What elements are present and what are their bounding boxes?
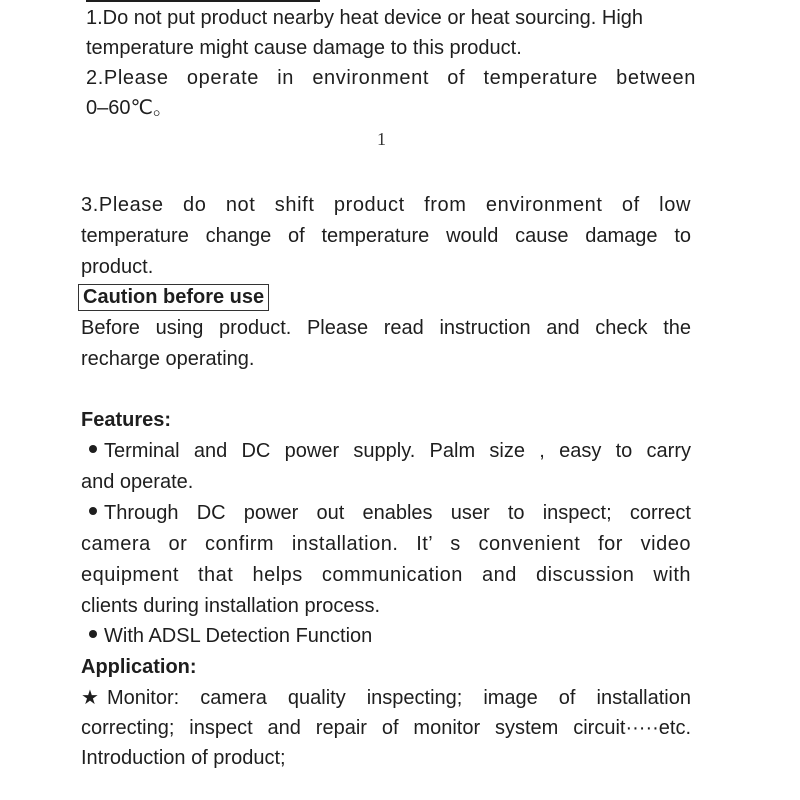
bullet-icon [89, 445, 97, 453]
application-heading: Application: [81, 656, 197, 678]
caution-line2: recharge operating. [81, 348, 255, 370]
application-item-1 [81, 686, 691, 710]
feature2-line3: equipment that helps communication and discussion with [81, 564, 691, 586]
star-icon: ★ [81, 687, 99, 709]
feature3-line1: With ADSL Detection Function [104, 625, 373, 647]
page-number: 1 [377, 129, 386, 149]
feature2-line4: clients during installation process. [81, 595, 381, 617]
item3-line2: temperature change of temperature would cause damage to [81, 225, 691, 247]
caution-heading: Caution before use [78, 284, 269, 311]
caution-line1: Before using product. Please read instruction and check the [81, 317, 691, 339]
feature2-line2: camera or confirm installation. It’ s convenient for video [81, 533, 691, 555]
feature-item-3 [89, 624, 372, 648]
feature-item-2 [89, 501, 691, 525]
application1-line1: Monitor: camera quality inspecting; image of installation [106, 687, 691, 709]
application1-line2: correcting; inspect and repair of monitor system circuit·····etc. [81, 717, 691, 739]
feature1-line2: and operate. [81, 471, 194, 493]
item3-line1: 3.Please do not shift product from environment of low [81, 194, 691, 216]
item3-line3: product. [81, 256, 154, 278]
item1-line2: temperature might cause damage to this product. [86, 37, 522, 59]
features-heading: Features: [81, 409, 172, 431]
item2-line1: 2.Please operate in environment of temperature between [86, 67, 696, 89]
bullet-icon [89, 630, 97, 638]
feature2-line1: Through DC power out enables user to inspect; correct [104, 502, 691, 524]
top-divider-line [86, 0, 320, 2]
intro-line: Introduction of product; [81, 747, 286, 769]
feature1-line1: Terminal and DC power supply. Palm size , easy to carry [104, 440, 691, 462]
bullet-icon [89, 507, 97, 515]
feature-item-1 [89, 439, 691, 463]
item1-line1: 1.Do not put product nearby heat device or heat sourcing. High [86, 7, 644, 29]
item2-line2: 0–60℃。 [86, 97, 173, 119]
